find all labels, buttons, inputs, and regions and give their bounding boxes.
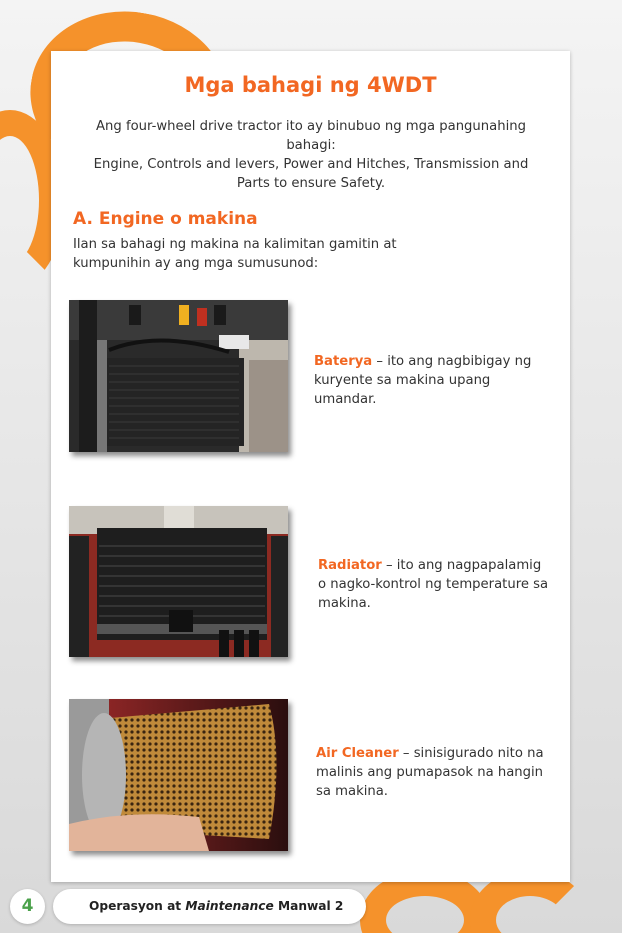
radiator-photo bbox=[69, 506, 288, 657]
part-description-radiator bbox=[318, 556, 553, 613]
footer-manual-title bbox=[53, 889, 366, 924]
footer-suffix: Manwal 2 bbox=[273, 899, 344, 913]
page-number: 4 bbox=[10, 889, 45, 924]
part-separator: – bbox=[381, 558, 397, 573]
part-separator: – bbox=[372, 354, 388, 369]
part-text: ito ang nagbibigay ng kuryente sa makina upang umandar. bbox=[314, 354, 532, 407]
page-card bbox=[51, 51, 570, 882]
intro-line: Engine, Controls and levers, Power and Hitches, Transmission and Parts to ensure Safety. bbox=[93, 157, 529, 191]
part-separator: – bbox=[398, 746, 414, 761]
section-title: A. Engine o makina bbox=[73, 209, 258, 229]
part-name: Radiator bbox=[318, 558, 382, 573]
part-name: Air Cleaner bbox=[316, 746, 399, 761]
section-description: Ilan sa bahagi ng makina na kalimitan gamitin at kumpunihin ay ang mga sumusunod: bbox=[73, 237, 397, 271]
page-title: Mga bahagi ng 4WDT bbox=[184, 73, 437, 97]
air-cleaner-photo bbox=[69, 699, 288, 851]
part-description-air-cleaner bbox=[316, 744, 551, 801]
battery-photo bbox=[69, 300, 288, 452]
intro-text bbox=[91, 117, 531, 193]
footer-prefix: Operasyon at bbox=[89, 899, 186, 913]
footer-italic: Maintenance bbox=[185, 899, 274, 913]
part-name: Baterya bbox=[314, 354, 373, 369]
part-description-baterya bbox=[314, 352, 549, 409]
intro-line: Ang four-wheel drive tractor ito ay binubuo ng mga pangunahing bahagi: bbox=[96, 119, 526, 153]
part-text: ito ang nagpapalamig o nagko-kontrol ng temperature sa makina. bbox=[318, 558, 549, 611]
part-text: sinisigurado nito na malinis ang pumapasok na hangin sa makina. bbox=[316, 746, 544, 799]
